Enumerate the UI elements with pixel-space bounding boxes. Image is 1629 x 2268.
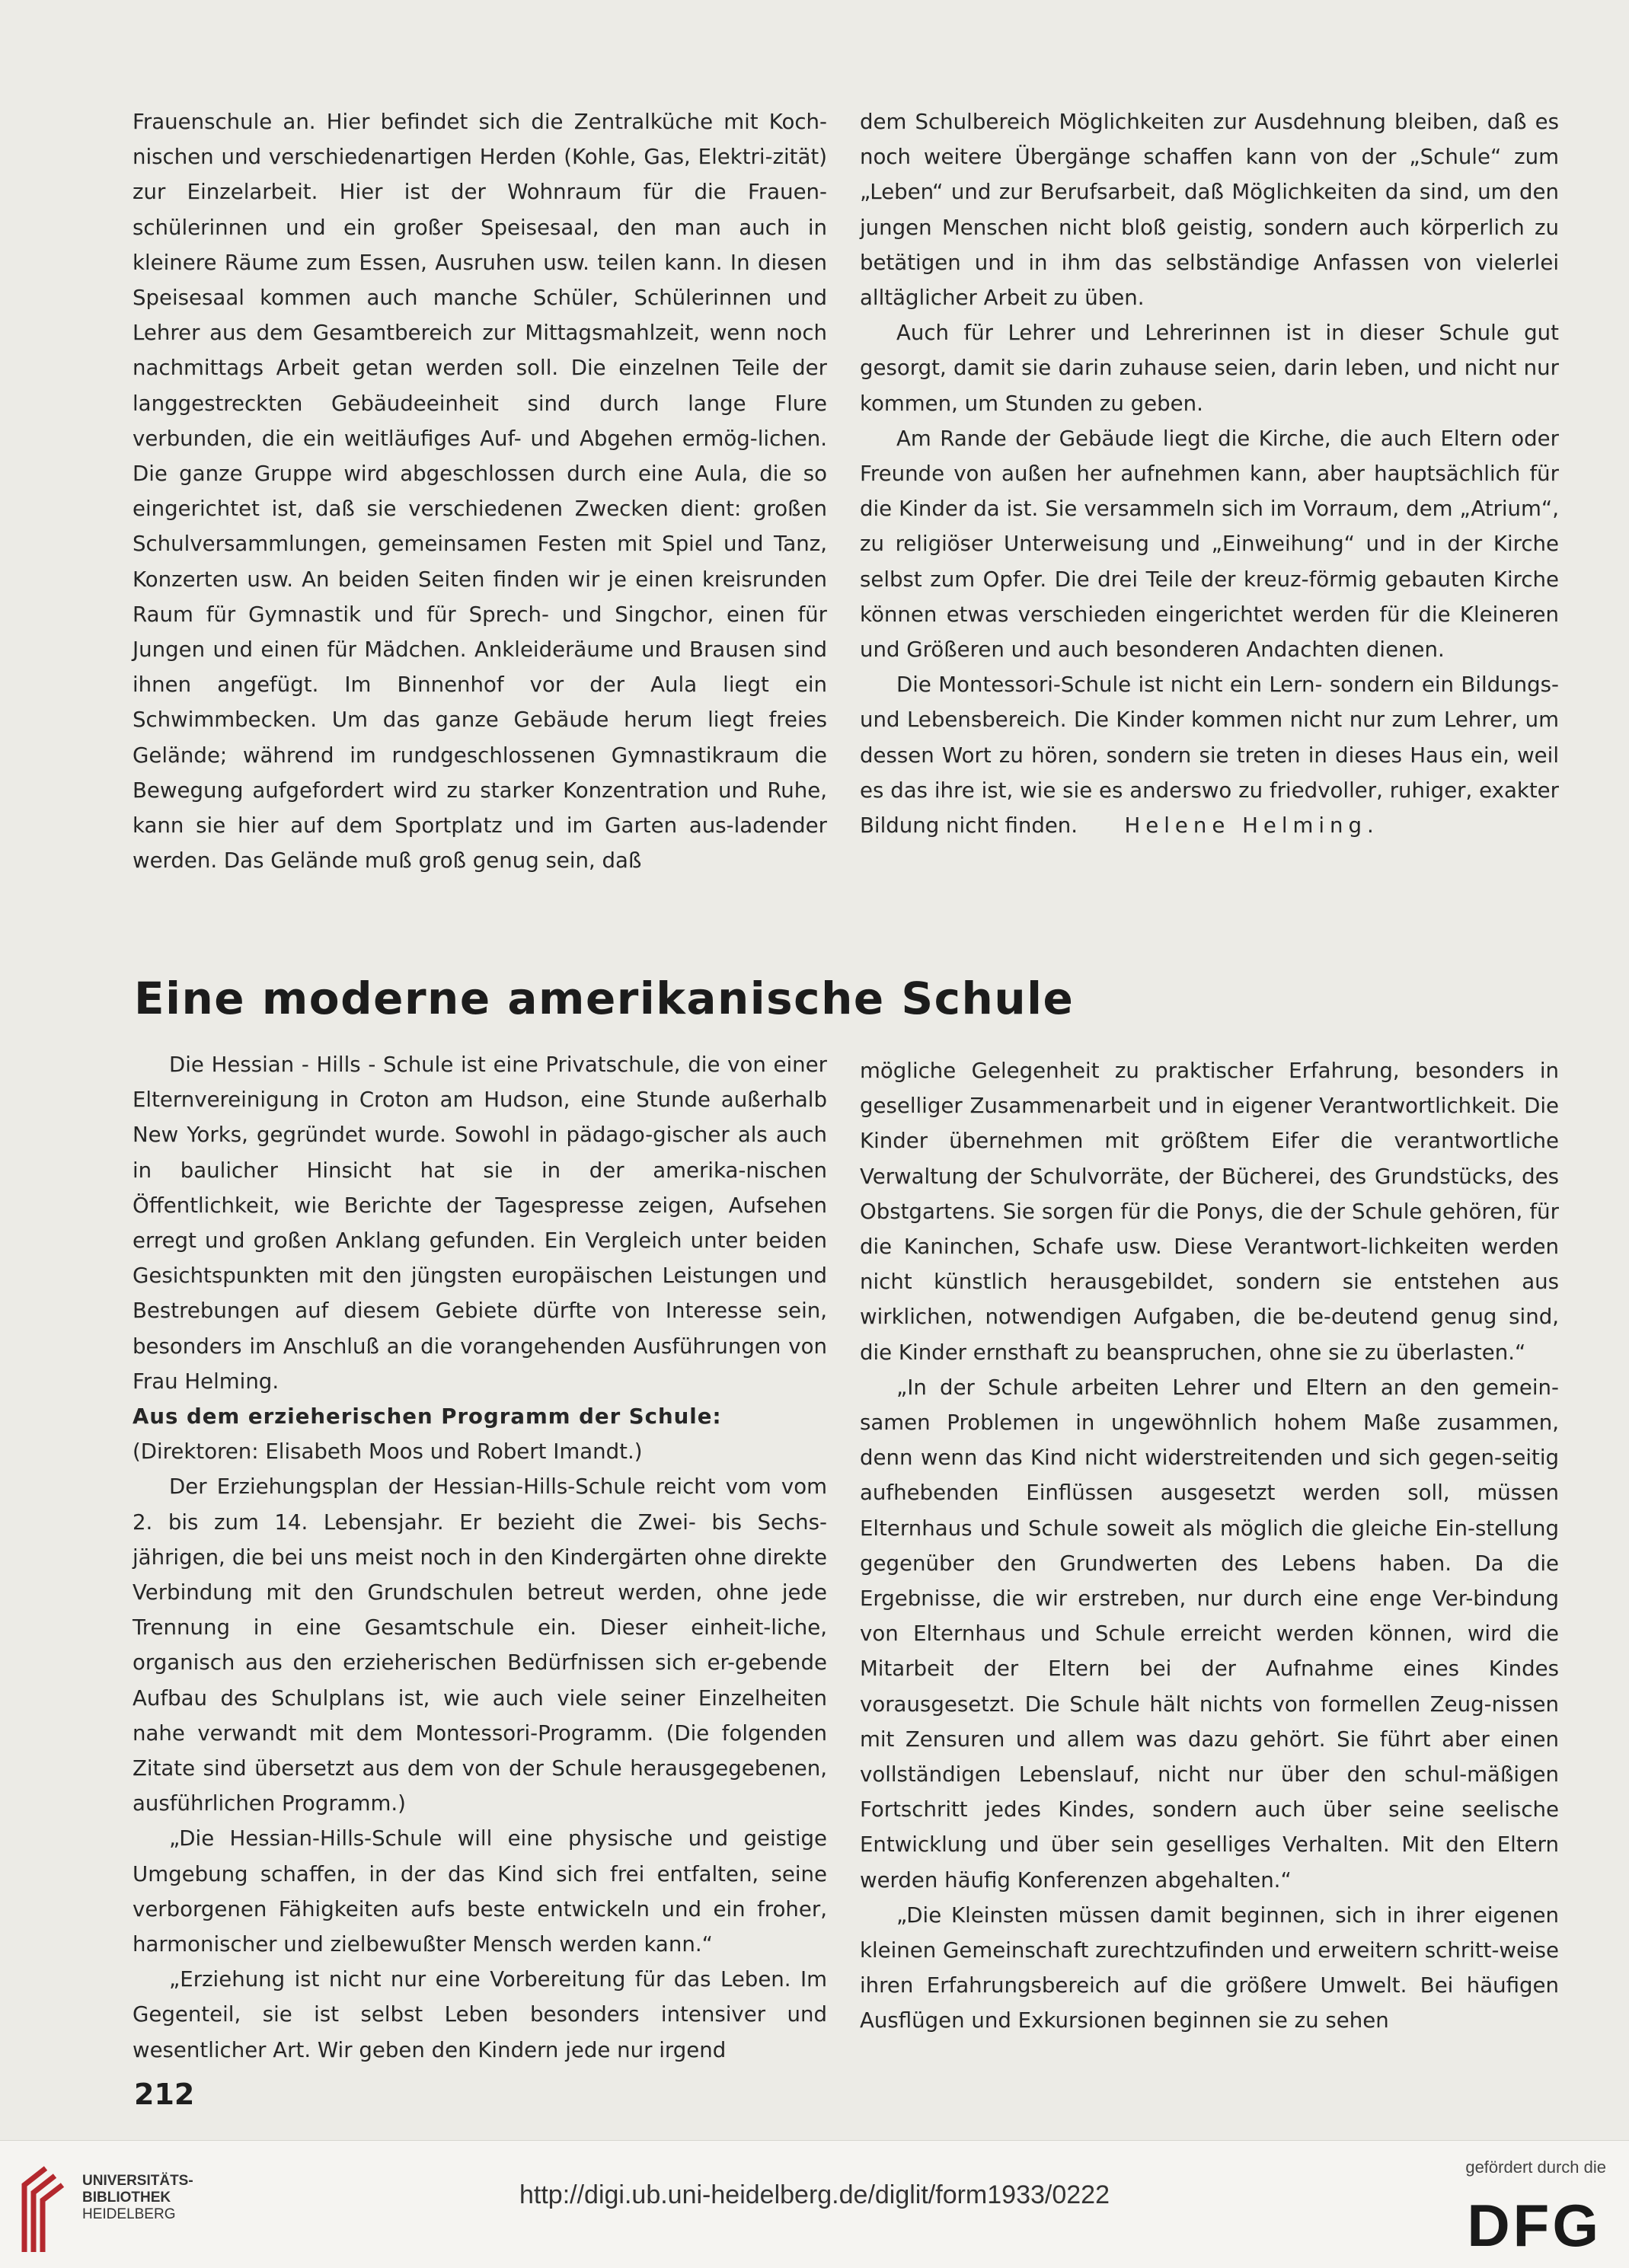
bottom-right-column: [860, 1053, 1559, 2039]
library-name-line: BIBLIOTHEK: [82, 2190, 171, 2206]
footer-bar: [0, 2140, 1629, 2268]
library-name-line: HEIDELBERG: [82, 2206, 176, 2222]
paragraph: mögliche Gelegenheit zu praktischer Erfahrung, besonders in geselliger Zusammenarbeit und in eigener Verantwortlichkeit. Die Kinder übernehmen mit größtem Eifer die verantwortliche Verwaltung der Schulvorräte, der Bücherei, des Grundstücks, des Obstgartens. Sie sorgen für die Ponys, die der Schule gehören, für die Kaninchen, Schafe usw. Diese Verantwort-lichkeiten werden nicht künstlich herausgebildet, sondern sie entstehen aus wirklichen, notwendigen Aufgaben, die be-deutend genug sind, die Kinder ernsthaft zu beanspruchen, ohne sie zu überlasten.“: [860, 1058, 1559, 1365]
paragraph: Auch für Lehrer und Lehrerinnen ist in dieser Schule gut gesorgt, damit sie darin zuhause seien, darin leben, und nicht nur kommen, um Stunden zu geben.: [860, 320, 1559, 416]
page-number: 212: [134, 2078, 195, 2111]
top-right-column: [860, 104, 1559, 843]
dfg-logo: DFG: [1467, 2192, 1602, 2259]
directors-note: (Direktoren: Elisabeth Moos und Robert Imandt.): [133, 1439, 643, 1465]
article-title: Eine moderne amerikanische Schule: [134, 973, 1075, 1024]
paragraph: Der Erziehungsplan der Hessian-Hills-Schule reicht vom vom 2. bis zum 14. Lebensjahr. Er bezieht die Zwei- bis Sechs-jährigen, die bei uns meist noch in den Kindergärten ohne direkte Verbindung mit den Grundschulen betreut werden, ohne jede Trennung in eine Gesamtschule ein. Dieser einheit-liche, organisch aus den erzieherischen Bedürfnissen sich er-gebende Aufbau des Schulplans ist, wie auch viele seiner Einzelheiten nahe verwandt mit dem Montessori-Programm. (Die folgenden Zitate sind übersetzt aus dem von der Schule herausgegebenen, ausführlichen Programm.): [133, 1474, 827, 1816]
paragraph-with-signature: [860, 667, 1559, 843]
paragraph: dem Schulbereich Möglichkeiten zur Ausdehnung bleiben, daß es noch weitere Übergänge schaffen kann von der „Schule“ zum „Leben“ und zur Berufsarbeit, daß Möglichkeiten da sind, um den jungen Menschen nicht bloß geistig, sondern auch körperlich zu betätigen und in ihm das selbständige Anfassen von vielerlei alltäglicher Arbeit zu üben.: [860, 109, 1559, 311]
paragraph: „Erziehung ist nicht nur eine Vorbereitung für das Leben. Im Gegenteil, sie ist selbst Leben besonders intensiver und wesentlicher Art. Wir geben den Kindern jede nur irgend: [133, 1966, 827, 2062]
paragraph: „In der Schule arbeiten Lehrer und Eltern an den gemein-samen Problemen in ungewöhnlich hohem Maße zusammen, denn wenn das Kind nicht widerstreitenden und sich gegen-seitig aufhebenden Einflüssen ausgesetzt werden soll, müssen Elternhaus und Schule soweit als möglich die gleiche Ein-stellung gegenüber den Grundwerten des Lebens haben. Da die Ergebnisse, die wir erstreben, nur durch eine enge Ver-bindung von Elternhaus und Schule erreicht werden können, wird die Mitarbeit der Eltern bei der Aufnahme eines Kindes vorausgesetzt. Die Schule hält nichts von formellen Zeug-nissen mit Zensuren und allem was dazu gehört. Sie führt aber einen vollständigen Lebenslauf, nicht nur über den schul-mäßigen Fortschritt jedes Kindes, sondern auch über seine seelische Entwicklung und über sein geselliges Verhalten. Mit den Eltern werden häufig Konferenzen abgehalten.“: [860, 1374, 1559, 1893]
author-signature: Helene Helming.: [1124, 813, 1379, 839]
sponsor-label: gefördert durch die: [1465, 2158, 1606, 2177]
paragraph-text: Die Montessori-Schule ist nicht ein Lern- sondern ein Bildungs- und Lebensbereich. Die Kinder kommen nicht nur zum Lehrer, um dessen Wort zu hören, sondern sie treten in dieses Haus ein, weil es das ihre ist, wie sie es anderswo zu friedvoller, ruhiger, exakter Bildung nicht finden.: [860, 672, 1559, 839]
library-name-line: UNIVERSITÄTS-: [82, 2173, 193, 2189]
paragraph: „Die Hessian-Hills-Schule will eine physische und geistige Umgebung schaffen, in der das Kind sich frei entfalten, seine verborgenen Fähigkeiten aufs beste entwickeln und ein froher, harmonischer und zielbewußter Mensch werden kann.“: [133, 1826, 827, 1957]
section-subheading: Aus dem erzieherischen Programm der Schule:: [133, 1404, 722, 1429]
source-url-link[interactable]: http://digi.ub.uni-heidelberg.de/diglit/form1933/0222: [519, 2180, 1110, 2209]
paragraph: Die Hessian - Hills - Schule ist eine Privatschule, die von einer Elternvereinigung in Croton am Hudson, eine Stunde außerhalb New Yorks, gegründet wurde. Sowohl in pädago-gischer als auch in baulicher Hinsicht hat sie in der amerika-nischen Öffentlichkeit, wie Berichte der Tagespresse zeigen, Aufsehen erregt und großen Anklang gefunden. Ein Vergleich unter beiden Gesichtspunkten mit den jüngsten europäischen Leistungen und Bestrebungen auf diesem Gebiete dürfte von Interesse sein, besonders im Anschluß an die vorangehenden Ausführungen von Frau Helming.: [133, 1052, 827, 1394]
paragraph: Frauenschule an. Hier befindet sich die Zentralküche mit Koch-nischen und verschiedenartigen Herden (Kohle, Gas, Elektri-zität) zur Einzelarbeit. Hier ist der Wohnraum für die Frauen-schülerinnen und ein großer Speisesaal, den man auch in kleinere Räume zum Essen, Ausruhen usw. teilen kann. In diesen Speisesaal kommen auch manche Schüler, Schülerinnen und Lehrer aus dem Gesamtbereich zur Mittagsmahlzeit, wenn noch nachmittags Arbeit getan werden soll. Die einzelnen Teile der langgestreckten Gebäudeeinheit sind durch lange Flure verbunden, die ein weitläufiges Auf- und Abgehen ermög-lichen. Die ganze Gruppe wird abgeschlossen durch eine Aula, die so eingerichtet ist, daß sie verschiedenen Zwecken dient: großen Schulversammlungen, gemeinsamen Festen mit Spiel und Tanz, Konzerten usw. An beiden Seiten finden wir je einen kreisrunden Raum für Gymnastik und für Sprech- und Singchor, einen für Jungen und einen für Mädchen. Ankleideräume und Brausen sind ihnen angefügt. Im Binnenhof vor der Aula liegt ein Schwimmbecken. Um das ganze Gebäude herum liegt freies Gelände; während im rundgeschlossenen Gymnastikraum die Bewegung aufgefordert wird zu starker Konzentration und Ruhe, kann sie hier auf dem Sportplatz und im Garten aus-ladender werden. Das Gelände muß groß genug sein, daß: [133, 109, 827, 874]
paragraph: Am Rande der Gebäude liegt die Kirche, die auch Eltern oder Freunde von außen her aufnehmen kann, aber hauptsächlich für die Kinder da ist. Sie versammeln sich im Vorraum, dem „Atrium“, zu religiöser Unterweisung und „Einweihung“ und in der Kirche selbst zum Opfer. Die drei Teile der kreuz-förmig gebauten Kirche können etwas verschieden eingerichtet werden für die Kleineren und Größeren und auch besonderen Andachten dienen.: [860, 425, 1559, 663]
top-left-column: [133, 104, 827, 878]
paragraph: „Die Kleinsten müssen damit beginnen, sich in ihrer eigenen kleinen Gemeinschaft zurechtzufinden und erweitern schritt-weise ihren Erfahrungsbereich auf die größere Umwelt. Bei häufigen Ausflügen und Exkursionen beginnen sie zu sehen: [860, 1902, 1559, 2033]
bottom-left-column: [133, 1047, 827, 2068]
